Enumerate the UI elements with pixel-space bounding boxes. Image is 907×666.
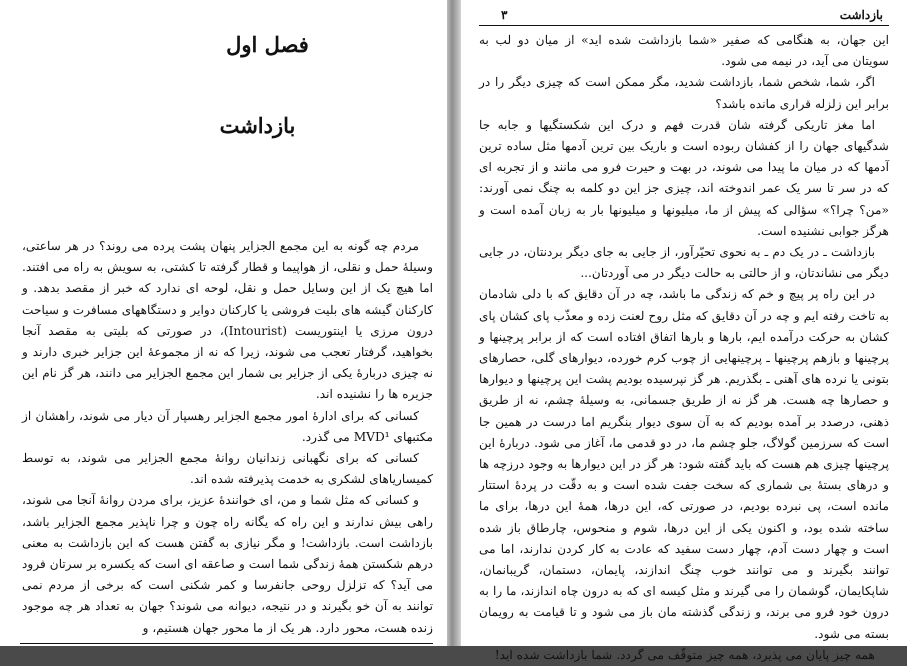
paragraph: اگر، شما، شخص شما، بازداشت شدید، مگر ممکن است که چیزی دیگر را در برابر این زلزله قراری مانده باشد؟ (479, 75, 889, 111)
paragraph: مردم چه گونه به این مجمع الجزایر پنهان پشت پرده می روند؟ در هر ساعتی، وسیلهٔ حمل و نقلی، از هواپیما و قطار گرفته تا کشتی، به سویش به راه می افتند. اما هیچ یک از این وسایل حمل و نقل، لوحه ای ندارد که خبر از مقصد بدهد. و کارکنان گیشه های بلیت فروشی یا کارکنان دوایر و دستگاههای مسافرت و سیاحت درون مرزی یا اینتوریست (Intourist)، در صورتی که بلیتی به مقصد آنجا بخواهید، گرفتار تعجب می شوند، زیرا که نه از مجموعهٔ این جزایر خبری دارند و نه چیزی دربارهٔ یکی از جزایر بی شمار این مجمع الجزایر می دانند، هر گز نام این جزیره ها را نشنیده اند. (21, 239, 433, 402)
paragraph: در این راه پر پیچ و خم که زندگی ما باشد، چه در آن دقایق که با دلی شادمان به تاخت رفته ایم و چه در آن دقایق که مثل روح لعنت زده و معذّب پای کشان پای کشان به حرکت درآمده ایم، بارها و بارها اتفاق افتاده است که از برابر پرچینها و پرچینها و بازهم پرچینها ـ پرچینهایی از چوب کرم خورده، دیوارهای گلی، حصارهای بتونی یا نرده های آهنی ـ بگذریم. هر گز نپرسیده بودیم پشت این پرچینها و دیوارها و حصارها چه هست. هر گز نه از طریق جسمانی، به وسیلهٔ چشم، نه از طریق ذهنی، درصدد بر آمده بودیم که به آن سوی دیوار بنگریم اما درست در همین جا است که سرزمین گولاگ، جلو چشم ما، در دو قدمی ما، آغاز می شود. دربارهٔ این پرچینها چیزی هم هست که باید گفته شود: هر گز در این دیوارها به وجود درزچه ها و درهای بستهٔ بی شماری که سخت جفت شده است و به دقّت در پردهٔ استتار مانده است، پی نبرده بودیم، در صورتی که، این درها، همهٔ این درها، برای ما ساخته شده بود، و اکنون یکی از این درها، شوم و منحوس، چارطاق باز شده است و چهار دست آدم، چهار دست سفید که عادت به کار کردن ندارند، اما می توانند بگیرند و می توانند خوب چنگ اندازند، پایمان، دستمان، گریبانمان، شاپکایمان، گوشمان را می گیرند و مثل کیسه ای که به درون چاه اندازند، ما را به درون خود فرو می برند، و زندگی گذشته مان باز می شود و تا قیامت به رویمان بسته می شود. (479, 287, 889, 641)
paragraph: این جهان، به هنگامی که صفیر «شما بازداشت شده اید» از میان دو لب به سویتان می آید، در نیمه می شود. (479, 33, 889, 69)
page-number: ۳ (501, 8, 508, 22)
paragraph: کسانی که برای نگهبانی زندانیان روانهٔ مجمع الجزایر می شوند، به توسط کمیساریاهای لشکری به خدمت پذیرفته شده اند. (22, 451, 433, 487)
paragraph: اما مغز تاریکی گرفته شان قدرت فهم و درک این شکستگیها و جابه جا شدگیهای جهان را از کفشان ربوده است و باریک بین ترین آدمها مثل ساده ترین آدمها که در میان ما پیدا می شوند، در بهت و حیرت فرو می مانند و از تجربه ای که در سر تا سر یک عمر اندوخته اند، چیزی جز این دو کلمه به چنگ نمی آورند: «من؟ چرا؟» سؤالی که پیش از ما، میلیونها و میلیونها بار به زبان آمده است و هرگز جوابی نشنیده است. (479, 117, 889, 238)
paragraph: کسانی که برای ادارهٔ امور مجمع الجزایر رهسپار آن دیار می شوند، راهشان از مکتبهای MVD¹ می گذرد. (22, 408, 433, 444)
running-head (479, 8, 889, 26)
footnote-rule (20, 643, 433, 644)
left-page (0, 0, 447, 646)
paragraph: بازداشت ـ در یک دم ـ به نحوی تحیّرآور، از جایی به جای دیگر بردنتان، در جایی دیگر می نشاندتان، و از حالتی به حالت دیگر در می آوردتان... (479, 245, 889, 281)
right-page-body (479, 30, 889, 666)
left-page-body (22, 236, 433, 639)
right-page (460, 0, 907, 662)
paragraph: و کسانی که مثل شما و من، ای خوانندهٔ عزیز، برای مردن روانهٔ آنجا می شوند، راهی بیش ندارند و این راه که یگانه راه چون و چرا ناپذیر مجمع الجزایر باشد، بازداشت است. بازداشت! و مگر نیازی به گفتن هست که این بازداشت به معنی درهم شکستن همهٔ زندگی شما است و صاعقه ای است که یکسره بر سرتان فرود می آید؟ که تزلزل روحی جانفرسا و کمر شکنی است که برخی از مردم نمی توانند به آن خو بگیرند و در نتیجه، دیوانه می شوند؟ جهان به تعداد هر چه موجود زنده هست، محور دارد. هر یک از ما محور جهان هستیم، و (22, 493, 433, 635)
section-title: بازداشت (219, 113, 296, 138)
book-gutter (447, 0, 460, 646)
chapter-heading: فصل اول (226, 32, 309, 57)
running-head-title: بازداشت (839, 8, 883, 22)
paragraph: همه چیز پایان می پذیرد، همه چیز متوقّف می گردد. شما بازداشت شده اید! (494, 647, 875, 662)
